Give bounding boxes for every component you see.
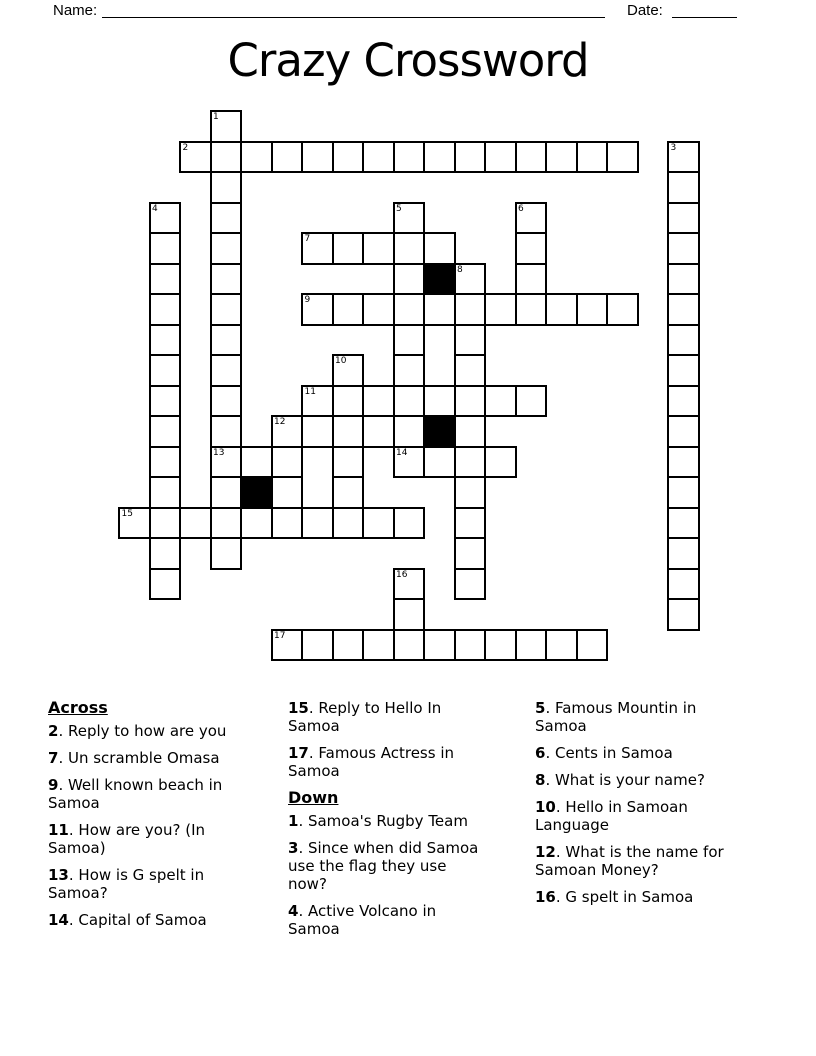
- clue-13: [48, 866, 244, 902]
- cell-number: 4: [152, 203, 158, 214]
- date-blank-line: [672, 1, 737, 18]
- grid-cell: [210, 537, 243, 570]
- grid-cell: [210, 232, 243, 265]
- grid-cell: [423, 141, 456, 174]
- cell-number: 5: [396, 203, 402, 214]
- grid-cell: [210, 293, 243, 326]
- clue-number: 9: [48, 776, 59, 794]
- grid-cell: [454, 263, 487, 296]
- grid-cell: [362, 507, 395, 540]
- grid-cell: [149, 385, 182, 418]
- clue-text: . Reply to Hello In Samoa: [288, 699, 442, 735]
- cell-number: 10: [335, 356, 347, 366]
- grid-cell: [332, 141, 365, 174]
- grid-cell: [393, 385, 426, 418]
- cell-number: 13: [213, 447, 225, 458]
- grid-cell: [301, 385, 334, 418]
- grid-cell: [332, 476, 365, 509]
- grid-cell: [576, 293, 609, 326]
- grid-cell: [210, 385, 243, 418]
- clue-text: . Since when did Samoa use the flag they use now?: [288, 839, 479, 893]
- clue-11: [48, 821, 244, 857]
- grid-cell: [484, 629, 517, 662]
- grid-cell: [454, 507, 487, 540]
- grid-cell: [362, 629, 395, 662]
- grid-cell: [667, 232, 700, 265]
- clue-text: . Cents in Samoa: [545, 744, 673, 762]
- grid-cell: [332, 629, 365, 662]
- grid-cell: [301, 507, 334, 540]
- clue-1: [288, 812, 480, 830]
- clue-number: 17: [288, 744, 309, 762]
- grid-cell: [149, 324, 182, 357]
- grid-cell: [667, 354, 700, 387]
- clue-14: [48, 911, 244, 929]
- clue-number: 1: [288, 812, 299, 830]
- grid-cell: [576, 141, 609, 174]
- cell-number: 9: [304, 295, 311, 305]
- crossword-grid: [118, 110, 700, 662]
- grid-cell: [393, 293, 426, 326]
- clue-text: . Hello in Samoan Language: [535, 798, 688, 834]
- grid-cell: [454, 415, 487, 448]
- grid-cell: [332, 232, 365, 265]
- grid-cell: [179, 141, 212, 174]
- grid-cell: [515, 232, 548, 265]
- grid-cell: [423, 232, 456, 265]
- clue-text: . How is G spelt in Samoa?: [48, 866, 205, 902]
- grid-cell: [667, 141, 700, 174]
- grid-cell: [362, 232, 395, 265]
- grid-cell: [240, 141, 273, 174]
- grid-cell: [149, 568, 182, 601]
- clue-text: . Famous Mountin in Samoa: [535, 699, 697, 735]
- grid-cell: [301, 415, 334, 448]
- grid-cell: [149, 263, 182, 296]
- clue-text: . Reply to how are you: [58, 722, 227, 740]
- clue-number: 15: [288, 699, 309, 717]
- clue-10: [535, 798, 735, 834]
- grid-cell: [667, 263, 700, 296]
- grid-cell: [149, 476, 182, 509]
- grid-cell: [149, 202, 182, 235]
- grid-cell: [484, 446, 517, 479]
- grid-cell: [179, 507, 212, 540]
- grid-cell: [210, 202, 243, 235]
- grid-cell: [545, 141, 578, 174]
- grid-cell: [454, 293, 487, 326]
- grid-cell: [271, 476, 304, 509]
- clue-7: [48, 749, 244, 767]
- grid-cell: [423, 385, 456, 418]
- grid-cell: [210, 110, 243, 143]
- grid-cell: [271, 141, 304, 174]
- clue-number: 12: [535, 843, 556, 861]
- cell-number: 6: [518, 203, 524, 214]
- grid-cell: [454, 568, 487, 601]
- grid-cell: [301, 629, 334, 662]
- grid-cell: [210, 415, 243, 448]
- grid-cell: [301, 293, 334, 326]
- cell-number: 8: [457, 264, 463, 275]
- grid-cell: [667, 446, 700, 479]
- down-heading: Down: [288, 788, 339, 807]
- clue-number: 6: [535, 744, 546, 762]
- cell-number: 7: [304, 234, 311, 244]
- clue-column-3: [535, 699, 735, 915]
- clue-column-1: [48, 699, 244, 938]
- clue-text: . Un scramble Omasa: [58, 749, 220, 767]
- clue-3: [288, 839, 480, 893]
- grid-cell: [149, 293, 182, 326]
- grid-cell: [149, 507, 182, 540]
- black-cell: [423, 263, 456, 296]
- date-label: Date:: [627, 2, 663, 19]
- grid-cell: [118, 507, 151, 540]
- grid-cell: [545, 293, 578, 326]
- grid-cell: [210, 324, 243, 357]
- grid-cell: [393, 232, 426, 265]
- clue-text: . Well known beach in Samoa: [48, 776, 223, 812]
- grid-cell: [362, 415, 395, 448]
- clue-text: . What is the name for Samoan Money?: [535, 843, 724, 879]
- clue-number: 4: [288, 902, 299, 920]
- clue-5: [535, 699, 735, 735]
- clue-number: 10: [535, 798, 556, 816]
- clue-number: 14: [48, 911, 69, 929]
- clue-2: [48, 722, 244, 740]
- across-heading: Across: [48, 698, 108, 717]
- grid-cell: [210, 446, 243, 479]
- grid-cell: [454, 446, 487, 479]
- name-label: Name:: [53, 2, 98, 19]
- grid-cell: [149, 446, 182, 479]
- grid-cell: [423, 446, 456, 479]
- cell-number: 17: [274, 630, 286, 641]
- clue-text: . Famous Actress in Samoa: [288, 744, 454, 780]
- grid-cell: [454, 476, 487, 509]
- grid-cell: [393, 568, 426, 601]
- grid-cell: [332, 354, 365, 387]
- clue-number: 8: [535, 771, 546, 789]
- grid-cell: [576, 629, 609, 662]
- puzzle-title: Crazy Crossword: [227, 34, 589, 87]
- grid-cell: [149, 232, 182, 265]
- grid-cell: [423, 629, 456, 662]
- grid-cell: [515, 293, 548, 326]
- clue-column-2: [288, 699, 480, 947]
- grid-cell: [454, 537, 487, 570]
- grid-cell: [271, 507, 304, 540]
- grid-cell: [210, 476, 243, 509]
- cell-number: 1: [213, 112, 219, 122]
- clue-number: 13: [48, 866, 69, 884]
- grid-cell: [393, 202, 426, 235]
- clue-number: 5: [535, 699, 546, 717]
- grid-cell: [210, 171, 243, 204]
- grid-cell: [240, 507, 273, 540]
- grid-cell: [515, 385, 548, 418]
- clue-text: . Active Volcano in Samoa: [288, 902, 437, 938]
- clue-text: . G spelt in Samoa: [555, 888, 694, 906]
- cell-number: 12: [274, 417, 286, 427]
- black-cell: [240, 476, 273, 509]
- grid-cell: [484, 293, 517, 326]
- grid-cell: [667, 385, 700, 418]
- grid-cell: [271, 415, 304, 448]
- grid-cell: [301, 141, 334, 174]
- grid-cell: [606, 293, 639, 326]
- grid-cell: [423, 293, 456, 326]
- cell-number: 11: [304, 386, 316, 397]
- clue-6: [535, 744, 735, 762]
- grid-cell: [271, 629, 304, 662]
- clue-15: [288, 699, 480, 735]
- cell-number: 16: [396, 569, 408, 580]
- grid-cell: [393, 263, 426, 296]
- name-blank-line: [102, 1, 605, 18]
- grid-cell: [332, 293, 365, 326]
- grid-cell: [515, 141, 548, 174]
- grid-cell: [667, 537, 700, 570]
- grid-cell: [454, 385, 487, 418]
- grid-cell: [484, 141, 517, 174]
- grid-cell: [149, 415, 182, 448]
- grid-cell: [454, 354, 487, 387]
- grid-cell: [393, 415, 426, 448]
- grid-cell: [667, 476, 700, 509]
- clue-12: [535, 843, 735, 879]
- clue-number: 2: [48, 722, 59, 740]
- grid-cell: [332, 507, 365, 540]
- grid-cell: [240, 446, 273, 479]
- cell-number: 14: [396, 447, 408, 458]
- clue-9: [48, 776, 244, 812]
- grid-cell: [210, 354, 243, 387]
- cell-number: 3: [670, 142, 677, 153]
- clue-16: [535, 888, 735, 906]
- grid-cell: [545, 629, 578, 662]
- grid-cell: [667, 598, 700, 631]
- clue-number: 7: [48, 749, 59, 767]
- grid-cell: [301, 232, 334, 265]
- grid-cell: [149, 354, 182, 387]
- grid-cell: [667, 415, 700, 448]
- clue-number: 11: [48, 821, 69, 839]
- grid-cell: [271, 446, 304, 479]
- clue-text: . Capital of Samoa: [68, 911, 207, 929]
- grid-cell: [332, 446, 365, 479]
- cell-number: 15: [121, 508, 133, 519]
- grid-cell: [667, 171, 700, 204]
- grid-cell: [515, 263, 548, 296]
- grid-cell: [393, 598, 426, 631]
- clue-number: 16: [535, 888, 556, 906]
- grid-cell: [667, 568, 700, 601]
- grid-cell: [667, 202, 700, 235]
- grid-cell: [667, 324, 700, 357]
- grid-cell: [393, 354, 426, 387]
- clue-text: . Samoa's Rugby Team: [298, 812, 468, 830]
- grid-cell: [362, 293, 395, 326]
- grid-cell: [393, 507, 426, 540]
- clue-8: [535, 771, 735, 789]
- grid-cell: [210, 141, 243, 174]
- grid-cell: [332, 415, 365, 448]
- clue-4: [288, 902, 480, 938]
- grid-cell: [454, 141, 487, 174]
- grid-cell: [454, 629, 487, 662]
- grid-cell: [332, 385, 365, 418]
- grid-cell: [393, 629, 426, 662]
- grid-cell: [606, 141, 639, 174]
- grid-cell: [362, 385, 395, 418]
- clue-17: [288, 744, 480, 780]
- cell-number: 2: [182, 142, 189, 153]
- grid-cell: [667, 293, 700, 326]
- grid-cell: [667, 507, 700, 540]
- grid-cell: [484, 385, 517, 418]
- grid-cell: [210, 507, 243, 540]
- clue-text: . What is your name?: [545, 771, 705, 789]
- grid-cell: [454, 324, 487, 357]
- clue-text: . How are you? (In Samoa): [48, 821, 206, 857]
- grid-cell: [149, 537, 182, 570]
- clue-number: 3: [288, 839, 299, 857]
- grid-cell: [393, 446, 426, 479]
- grid-cell: [393, 324, 426, 357]
- grid-cell: [393, 141, 426, 174]
- black-cell: [423, 415, 456, 448]
- grid-cell: [515, 202, 548, 235]
- grid-cell: [210, 263, 243, 296]
- grid-cell: [515, 629, 548, 662]
- grid-cell: [362, 141, 395, 174]
